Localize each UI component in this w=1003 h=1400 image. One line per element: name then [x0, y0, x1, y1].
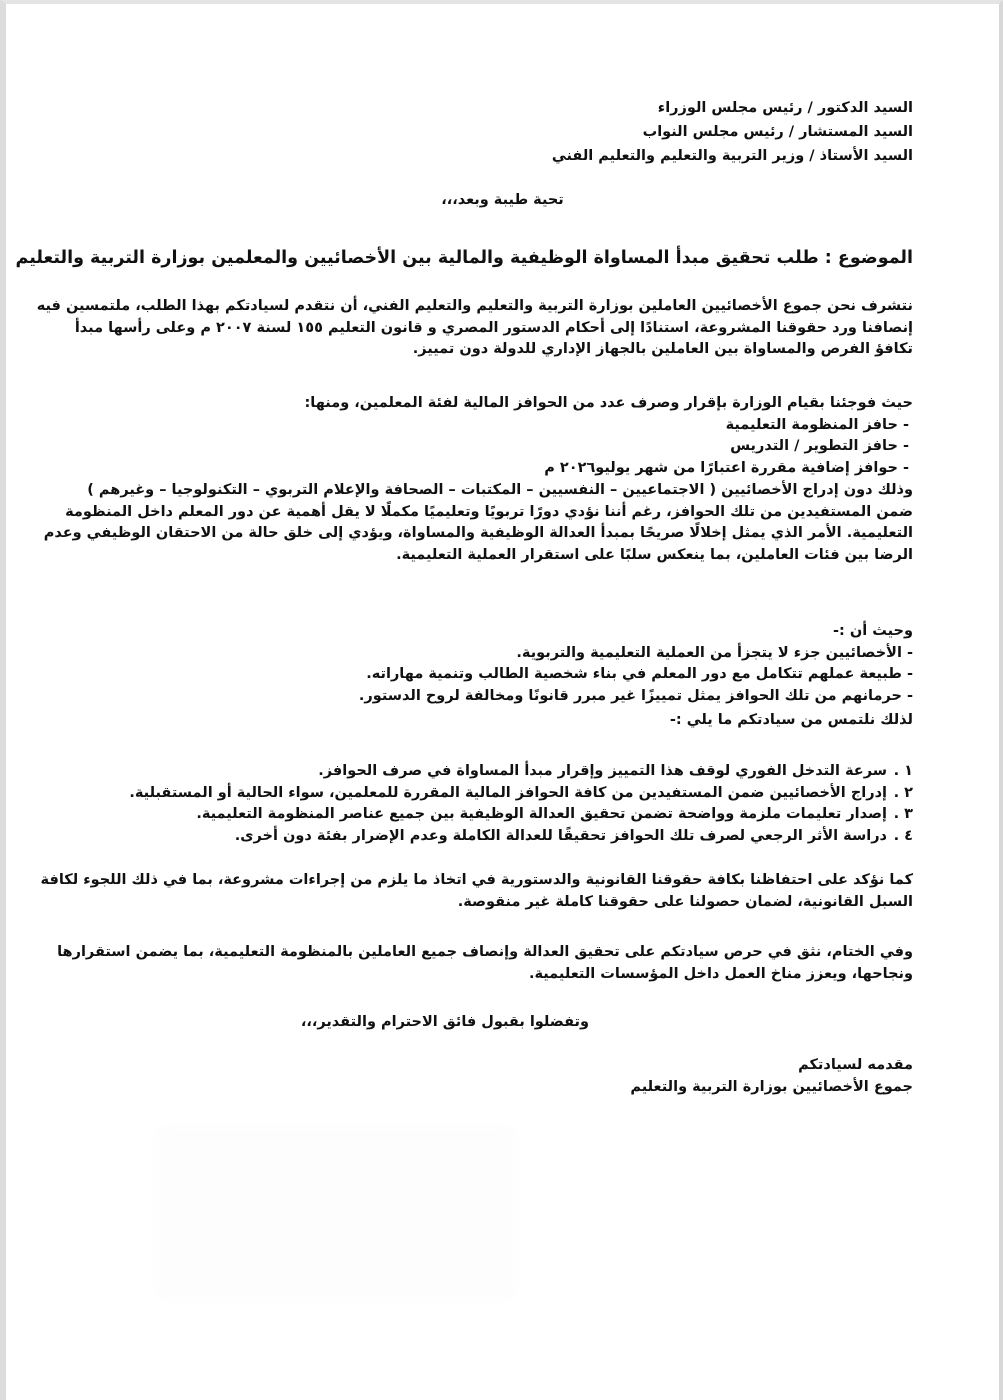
signature-line: جموع الأخصائيين بوزارة التربية والتعليم: [630, 1079, 913, 1095]
addressee-line: السيد الدكتور / رئيس مجلس الوزراء: [657, 100, 913, 116]
requests-list: [83, 761, 913, 847]
greeting: تحية طيبة وبعد،،،: [441, 192, 564, 208]
requests-title: لذلك نلتمس من سيادتكم ما يلي :-: [669, 712, 913, 728]
signature-block: [513, 1054, 913, 1098]
regards-line: وتفضلوا بقبول فائق الاحترام والتقدير،،،: [300, 1014, 589, 1030]
paragraph-line: التعليمية. الأمر الذي يمثل إخلالًا صريحًا بمبدأ العدالة الوظيفية والمساواة، ويؤدي إلى خلق حالة من الاحتقان الوظيفي وعدم: [43, 525, 913, 541]
paragraph-line: وفي الختام، نثق في حرص سيادتكم على تحقيق العدالة وإنصاف جميع العاملين بالمنظومة التعليمية، بما يضمن استقرارها: [57, 944, 913, 960]
incentive-item: - حافز المنظومة التعليمية: [725, 416, 909, 433]
intro-paragraph: [36, 296, 913, 361]
addressee-line: السيد المستشار / رئيس مجلس النواب: [642, 124, 913, 140]
exclusion-paragraph: [43, 480, 913, 566]
incentives-section: [83, 393, 913, 479]
addressee-line: السيد الأستاذ / وزير التربية والتعليم والتعليم الفني: [551, 148, 913, 164]
request-number: ٤ .: [893, 827, 913, 844]
paragraph-line: ونجاحها، ويعزز مناخ العمل داخل المؤسسات التعليمية.: [528, 965, 913, 982]
incentive-item: - حافز التطوير / التدريس: [730, 438, 909, 454]
paragraph-line: الرضا بين فئات العاملين، بما ينعكس سلبًا على استقرار العملية التعليمية.: [396, 546, 913, 563]
request-number: ٣ .: [893, 806, 913, 822]
request-text: إدراج الأخصائيين ضمن المستفيدين من كافة الحوافز المالية المقررة للمعلمين، سواء الحالية أو المستقبلية.: [129, 784, 887, 801]
rights-paragraph: [40, 870, 913, 913]
whereas-section: [83, 621, 913, 707]
request-text: سرعة التدخل الفوري لوقف هذا التمييز وإقرار مبدأ المساواة في صرف الحوافز.: [318, 763, 887, 779]
whereas-item: - الأخصائيين جزء لا يتجزأ من العملية التعليمية والتربوية.: [516, 644, 913, 661]
paragraph-line: وذلك دون إدراج الأخصائيين ( الاجتماعيين – النفسيين – المكتبات – الصحافة والإعلام التربوي – التكنولوجيا – وغيرهم ): [87, 482, 913, 498]
letter-page: [6, 4, 999, 1400]
signature-line: مقدمه لسيادتكم: [798, 1057, 913, 1073]
request-item: [83, 783, 913, 805]
request-item: [83, 761, 913, 783]
request-item: [83, 826, 913, 848]
request-item: [83, 804, 913, 826]
addressees-block: [513, 96, 913, 168]
whereas-item: - حرمانهم من تلك الحوافز يمثل تمييزًا غير مبرر قانونًا ومخالفة لروح الدستور.: [358, 687, 913, 704]
closing-paragraph: [57, 942, 913, 985]
paragraph-line: كما نؤكد على احتفاظنا بكافة حقوقنا القانونية والدستورية في اتخاذ ما يلزم من إجراءات مشروعة، بما في ذلك اللجوء لكافة: [40, 872, 913, 888]
paragraph-line: نتشرف نحن جموع الأخصائيين العاملين بوزارة التربية والتعليم والتعليم الفني، أن نتقدم لسيادتكم بهذا الطلب، ملتمسين فيه: [36, 298, 913, 314]
paragraph-line: السبل القانونية، لضمان حصولنا على حقوقنا كاملة غير منقوصة.: [457, 893, 913, 910]
paragraph-line: إنصافنا ورد حقوقنا المشروعة، استنادًا إلى أحكام الدستور المصري و قانون التعليم ١٥٥ لسنة ٢٠٠٧ م وعلى رأسها مبدأ: [74, 319, 913, 336]
paragraph-line: تكافؤ الفرص والمساواة بين العاملين بالجهاز الإداري للدولة دون تمييز.: [412, 341, 913, 357]
request-text: دراسة الأثر الرجعي لصرف تلك الحوافز تحقيقًا للعدالة الكاملة وعدم الإضرار بفئة دون أخرى.: [234, 827, 887, 844]
request-text: إصدار تعليمات ملزمة وواضحة تضمن تحقيق العدالة الوظيفية بين جميع عناصر المنظومة التعليمية.: [196, 806, 887, 822]
incentive-item: - حوافز إضافية مقررة اعتبارًا من شهر يوليو٢٠٢٦ م: [544, 459, 909, 476]
paragraph-line: ضمن المستفيدين من تلك الحوافز، رغم أننا نؤدي دورًا تربويًا وتعليميًا مكملًا لا يقل أهمية عن دور المعلم داخل المنظومة: [65, 503, 913, 520]
incentives-intro: حيث فوجئنا بقيام الوزارة بإقرار وصرف عدد من الحوافز المالية لفئة المعلمين، ومنها:: [304, 395, 913, 411]
redacted-area: [156, 1126, 516, 1301]
whereas-title: وحيث أن :-: [833, 623, 913, 639]
request-number: ٢ .: [893, 784, 913, 801]
whereas-item: - طبيعة عملهم تتكامل مع دور المعلم في بناء شخصية الطالب وتنمية مهاراته.: [366, 666, 913, 682]
subject-heading: الموضوع : طلب تحقيق مبدأ المساواة الوظيفية والمالية بين الأخصائيين والمعلمين بوزارة التربية والتعليم: [15, 248, 913, 268]
request-number: ١ .: [893, 763, 913, 779]
